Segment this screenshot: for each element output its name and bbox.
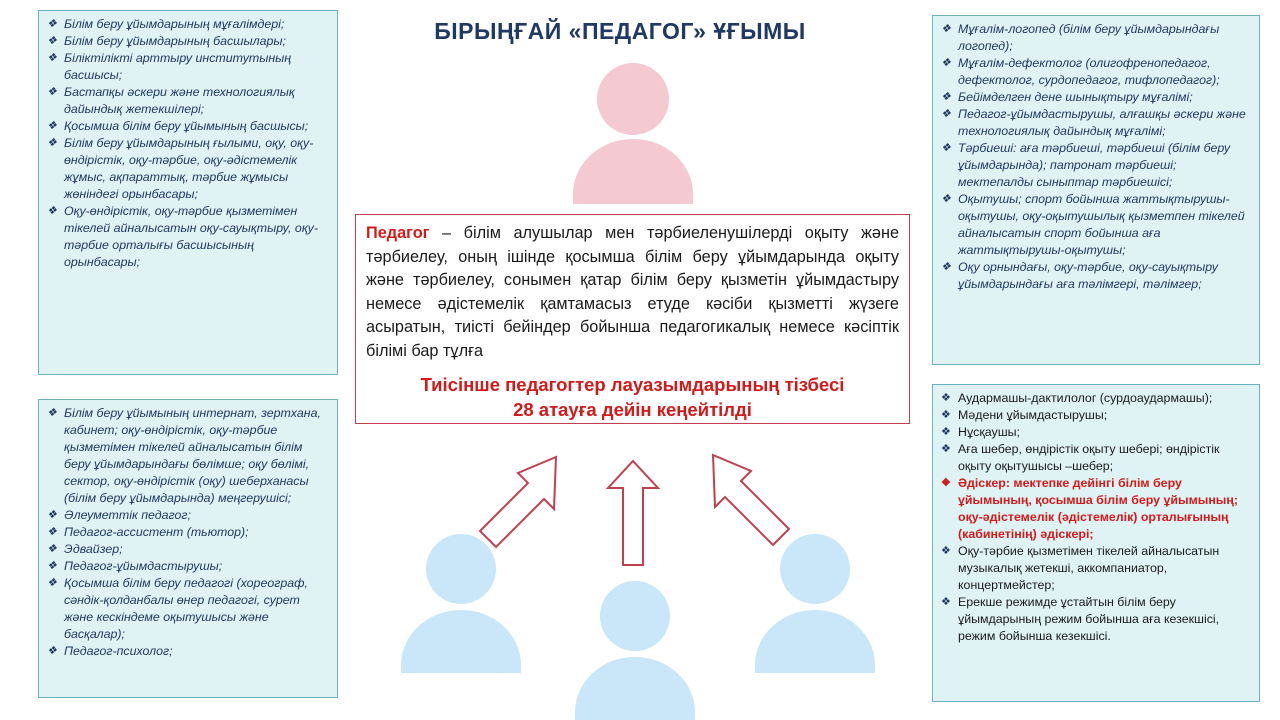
positions-list-note: [366, 372, 899, 422]
list-item: ❖ Тәрбиеші: аға тәрбиеші, тәрбиеші (білім беру ұйымдарында); патронат тәрбиеші; мектепалды сыныптар тәрбиешісі;: [941, 140, 1253, 191]
top-right-list-box: [932, 15, 1260, 365]
definition-body: – білім алушылар мен тәрбиеленушілерді оқыту және тәрбиелеу, оның ішінде қосымша білім беру ұйымдарында оқыту және тәрбиелеу, сонымен қатар білім беру қызметін ұйымдастыру немесе әдістемелік қамтамасыз етуде кәсіби қызметті жүзеге асыратын, тиісті бейіндер бойынша педагогикалық немесе кәсіптік білімі бар тұлға: [366, 224, 899, 360]
definition-box: [355, 214, 910, 424]
bottom-right-list-box: [932, 384, 1260, 702]
list-item: ❖ Білім беру ұйымдарының ғылыми, оқу, оқу-өндірістік, оқу-тәрбие, оқу-әдістемелік жұмыс, ақпараттық, тәрбие жұмысы жөніндегі орынбасары;: [47, 135, 331, 203]
hollow-arrow-icon-center: [605, 458, 661, 568]
positions-list-note-line1: Тиісінше педагогтер лауазымдарының тізбесі: [420, 374, 845, 395]
list-item: ❖ Әлеуметтік педагог;: [47, 507, 331, 524]
list-item: ❖ Педагог-психолог;: [47, 643, 331, 660]
person-icon-bottom-left: [398, 533, 524, 673]
page-title: БІРЫҢҒАЙ «ПЕДАГОГ» ҰҒЫМЫ: [434, 18, 806, 44]
list-item-highlighted: ❖ Әдіскер: мектепке дейінгі білім беру ұйымының, қосымша білім беру ұйымының; оқу-әдістемелік (әдістемелік) орталығының (кабинетінің) әдіскері;: [941, 475, 1253, 543]
list-item: ❖ Ерекше режимде ұстайтын білім беру ұйымдарының режим бойынша аға кезекшісі, режим бойынша кезекшісі.: [941, 594, 1253, 645]
bottom-right-list: [941, 390, 1253, 645]
list-item: ❖ Біліктілікті арттыру институтының басшысы;: [47, 50, 331, 84]
person-icon-bottom-center: [572, 580, 698, 720]
list-item: ❖ Қосымша білім беру ұйымының басшысы;: [47, 118, 331, 135]
list-item: ❖ Бейімделген дене шынықтыру мұғалімі;: [941, 89, 1253, 106]
top-left-list-box: [38, 10, 338, 375]
list-item: ❖ Аудармашы-дактилолог (сурдоаудармашы);: [941, 390, 1253, 407]
list-item: ❖ Мұғалім-логопед (білім беру ұйымдарындағы логопед);: [941, 21, 1253, 55]
definition-text: [366, 222, 899, 363]
person-icon-top: [570, 62, 696, 204]
list-item: ❖ Білім беру ұйымдарының басшылары;: [47, 33, 331, 50]
list-item: ❖ Білім беру ұйымының интернат, зертхана, кабинет; оқу-өндірістік, оқу-тәрбие қызметімен тікелей айналысатын білім беру ұйымдарындағы бөлімше; оқу бөлімі, сектор, оқу-өндірістік (оқу) шеберханасы (білім беру ұйымдарында) меңгерушісі;: [47, 405, 331, 507]
list-item: ❖ Білім беру ұйымдарының мұғалімдері;: [47, 16, 331, 33]
top-right-list: [941, 21, 1253, 293]
list-item: ❖ Оқу орнындағы, оқу-тәрбие, оқу-сауықтыру ұйымдарындағы аға тәлімгері, тәлімгер;: [941, 259, 1253, 293]
list-item: ❖ Эдвайзер;: [47, 541, 331, 558]
definition-term: Педагог: [366, 224, 430, 242]
person-icon-bottom-right: [752, 533, 878, 673]
list-item: ❖ Аға шебер, өндірістік оқыту шебері; өндірістік оқыту оқытушысы –шебер;: [941, 441, 1253, 475]
list-item: ❖ Оқытушы; спорт бойынша жаттықтырушы-оқытушы, оқу-оқытушылық қызметпен тікелей айналысатын спорт бойынша аға жаттықтырушы-оқытушы;: [941, 191, 1253, 259]
list-item: ❖ Педагог-ұйымдастырушы, алғашқы әскери және технологиялық дайындық мұғалімі;: [941, 106, 1253, 140]
bottom-left-list: [47, 405, 331, 660]
list-item: ❖ Бастапқы әскери және технологиялық дайындық жетекшілері;: [47, 84, 331, 118]
bottom-left-list-box: [38, 399, 338, 698]
list-item: ❖ Педагог-ұйымдастырушы;: [47, 558, 331, 575]
list-item: ❖ Қосымша білім беру педагогі (хореограф, сәндік-қолданбалы өнер педагогі, сурет және кескіндеме оқытушысы және басқалар);: [47, 575, 331, 643]
list-item: ❖ Педагог-ассистент (тьютор);: [47, 524, 331, 541]
top-left-list: [47, 16, 331, 271]
list-item: ❖ Мәдени ұйымдастырушы;: [941, 407, 1253, 424]
list-item: ❖ Мұғалім-дефектолог (олигофренопедагог, дефектолог, сурдопедагог, тифлопедагог);: [941, 55, 1253, 89]
list-item: ❖ Нұсқаушы;: [941, 424, 1253, 441]
list-item: ❖ Оқу-тәрбие қызметімен тікелей айналысатын музыкалық жетекші, аккомпаниатор, концертмейстер;: [941, 543, 1253, 594]
positions-list-note-line2: 28 атауға дейін кеңейтілді: [513, 399, 752, 420]
list-item: ❖ Оқу-өндірістік, оқу-тәрбие қызметімен тікелей айналысатын оқу-сауықтыру, оқу-тәрбие орталығы басшысының орынбасары;: [47, 203, 331, 271]
